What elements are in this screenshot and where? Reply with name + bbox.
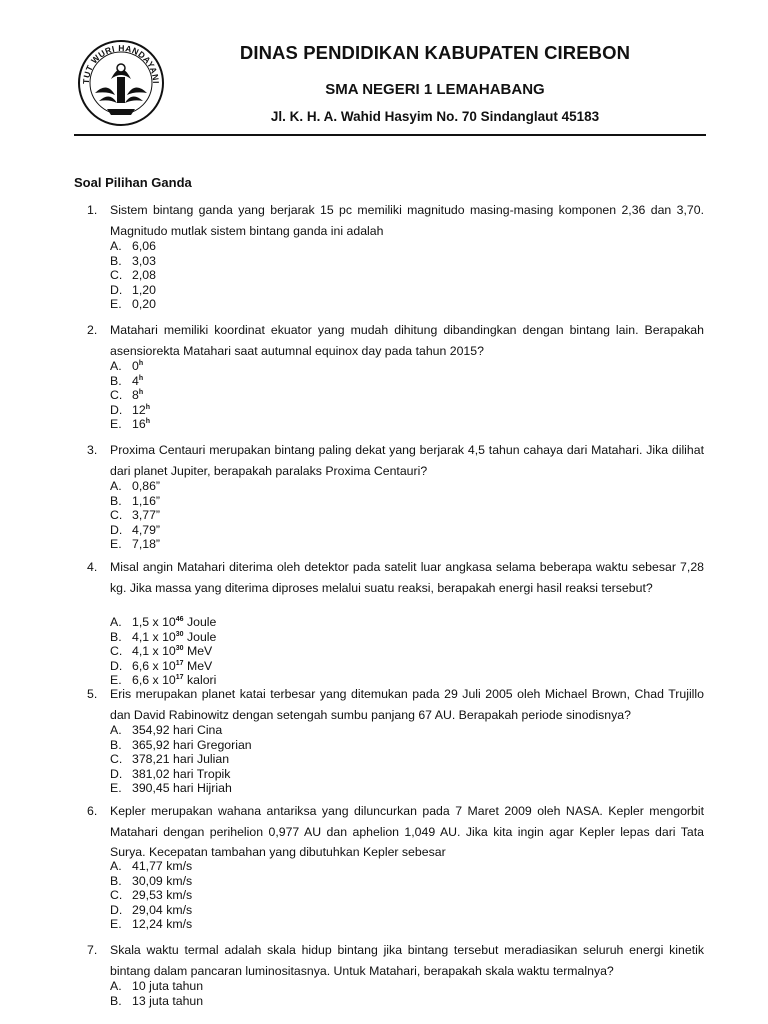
option-letter: A. [110,359,122,373]
answer-option [110,767,510,782]
option-text: 354,92 hari Cina [132,723,223,737]
agency-title: DINAS PENDIDIKAN KABUPATEN CIREBON [239,42,631,63]
option-letter: C. [110,888,123,902]
option-text: 6,06 [132,239,156,253]
answer-option [110,874,510,889]
answer-option [110,239,510,254]
school-name: SMA NEGERI 1 LEMAHABANG [325,81,545,98]
answer-option [110,979,510,994]
option-letter: E. [110,537,122,551]
answer-option [110,738,510,753]
answer-options [110,723,510,796]
option-letter: A. [110,239,122,253]
option-text: 0,20 [132,297,156,311]
answer-option [110,417,510,432]
question-number: 6. [87,804,98,818]
option-unit: MeV [183,658,213,673]
option-letter: D. [110,902,123,917]
option-unit: Joule [183,615,217,629]
option-superscript: h [138,389,144,396]
option-letter: C. [110,644,123,658]
answer-option [110,752,510,767]
answer-option [110,359,510,374]
option-letter: B. [110,737,122,752]
option-letter: B. [110,253,122,268]
answer-option [110,494,510,509]
option-unit: MeV [183,644,213,658]
option-letter: D. [110,282,123,297]
option-letter: E. [110,917,122,931]
answer-option [110,388,510,403]
answer-option [110,659,510,674]
answer-option [110,644,510,659]
option-letter: B. [110,873,122,888]
option-superscript: h [138,374,144,382]
question-text: Eris merupakan planet katai terbesar yang ditemukan pada 29 Juli 2005 oleh Michael Brown, Chad Trujillo dan David Rabinowitz dengan setengah sumbu panjang 67 AU. Berapakah periode sinodisnya? [110,687,704,722]
logo-motto: TUT WURI HANDAYANI [80,42,162,85]
question-text: Skala waktu termal adalah skala hidup bintang jika bintang tersebut meradiasikan seluruh energi kinetik bintang dalam pancaran luminositasnya. Untuk Matahari, berapakah skala waktu termalnya? [110,943,704,978]
option-unit: Joule [183,629,217,644]
option-text: 378,21 hari Julian [132,752,230,766]
question-number: 5. [87,687,98,701]
question-number: 7. [87,943,98,957]
answer-option [110,888,510,903]
answer-option [110,508,510,523]
option-letter: E. [110,673,122,687]
option-text: 4,79” [132,522,161,537]
option-letter: E. [110,417,122,431]
section-title: Soal Pilihan Ganda [74,175,192,190]
option-text: 4 [132,373,139,388]
option-text: 6,6 x 10 [132,658,176,673]
question-number: 2. [87,323,98,337]
option-superscript: 17 [175,659,184,667]
option-letter: A. [110,979,122,993]
option-text: 16 [132,417,146,431]
option-letter: B. [110,493,122,508]
option-superscript: 30 [175,630,184,638]
answer-option [110,859,510,874]
option-letter: B. [110,993,122,1008]
option-text: 3,77” [132,508,161,522]
option-letter: B. [110,373,122,388]
question-number: 4. [87,560,98,574]
option-text: 390,45 hari Hijriah [132,781,232,795]
option-text: 1,5 x 10 [132,615,176,629]
question-number: 3. [87,443,98,457]
answer-option [110,781,510,796]
option-text: 4,1 x 10 [132,629,176,644]
option-text: 0,86” [132,479,161,493]
option-text: 381,02 hari Tropik [132,766,231,781]
option-text: 4,1 x 10 [132,644,176,658]
option-text: 10 juta tahun [132,979,204,993]
option-superscript: h [145,403,150,411]
option-text: 3,03 [132,253,156,268]
question-text: Proxima Centauri merupakan bintang paling dekat yang berjarak 4,5 tahun cahaya dari Matahari. Jika dilihat dari planet Jupiter, berapakah paralaks Proxima Centauri? [110,443,704,478]
answer-options [110,859,510,932]
option-text: 8 [132,388,139,402]
option-letter: B. [110,629,122,644]
option-text: 12 [132,402,146,417]
option-letter: D. [110,766,123,781]
answer-option [110,994,510,1009]
answer-option [110,523,510,538]
answer-option [110,723,510,738]
option-letter: D. [110,658,123,673]
option-text: 29,04 km/s [132,902,193,917]
answer-option [110,254,510,269]
option-superscript: 30 [175,645,184,652]
option-text: 2,08 [132,268,156,282]
answer-option [110,537,510,552]
option-text: 41,77 km/s [132,859,193,873]
option-text: 1,20 [132,282,156,297]
option-unit: kalori [183,673,217,687]
question-text: Sistem bintang ganda yang berjarak 15 pc memiliki magnitudo masing-masing komponen 2,36 dan 3,70. Magnitudo mutlak sistem bintang ganda ini adalah [110,203,704,238]
answer-options [110,239,510,312]
option-superscript: h [138,360,144,367]
option-text: 30,09 km/s [132,873,193,888]
answer-option [110,903,510,918]
option-text: 0 [132,359,139,373]
option-text: 29,53 km/s [132,888,193,902]
school-address: Jl. K. H. A. Wahid Hasyim No. 70 Sindanglaut 45183 [270,109,600,124]
option-letter: C. [110,268,123,282]
answer-options [110,615,510,688]
option-letter: A. [110,615,122,629]
option-letter: A. [110,723,122,737]
option-letter: C. [110,388,123,402]
answer-option [110,374,510,389]
option-letter: A. [110,479,122,493]
question-text: Misal angin Matahari diterima oleh detektor pada satelit luar angkasa selama beberapa waktu sebesar 7,28 kg. Jika massa yang diterima diproses melalui suatu reaksi, berapakah energi hasil reaksi tersebut? [110,560,704,595]
option-letter: C. [110,752,123,766]
option-letter: A. [110,859,122,873]
answer-options [110,979,510,1008]
answer-option [110,268,510,283]
answer-option [110,283,510,298]
option-text: 7,18” [132,537,161,551]
question-number: 1. [87,203,98,217]
answer-options [110,479,510,552]
answer-option [110,917,510,932]
option-letter: E. [110,297,122,311]
option-letter: D. [110,522,123,537]
answer-option [110,403,510,418]
option-text: 13 juta tahun [132,993,204,1008]
answer-option [110,479,510,494]
question-text: Kepler merupakan wahana antariksa yang diluncurkan pada 7 Maret 2009 oleh NASA. Kepler mengorbit Matahari dengan perihelion 0,977 AU dan aphelion 1,049 AU. Jika kita ingin agar Kepler lepas dari Tata Surya. Kecepatan tambahan yang dibutuhkan Kepler sebesar [110,804,704,859]
option-letter: C. [110,508,123,522]
option-text: 12,24 km/s [132,917,193,931]
question-text: Matahari memiliki koordinat ekuator yang mudah dihitung dibandingkan dengan bintang lain. Berapakah asensiorekta Matahari saat autumnal equinox day pada tahun 2015? [110,323,704,358]
option-text: 365,92 hari Gregorian [132,737,252,752]
option-superscript: 46 [175,616,184,623]
answer-options [110,359,510,432]
answer-option [110,615,510,630]
option-superscript: h [145,418,150,425]
option-superscript: 17 [175,674,184,681]
option-text: 1,16” [132,493,161,508]
option-letter: D. [110,402,123,417]
option-letter: E. [110,781,122,795]
option-text: 6,6 x 10 [132,673,176,687]
answer-option [110,297,510,312]
answer-option [110,630,510,645]
